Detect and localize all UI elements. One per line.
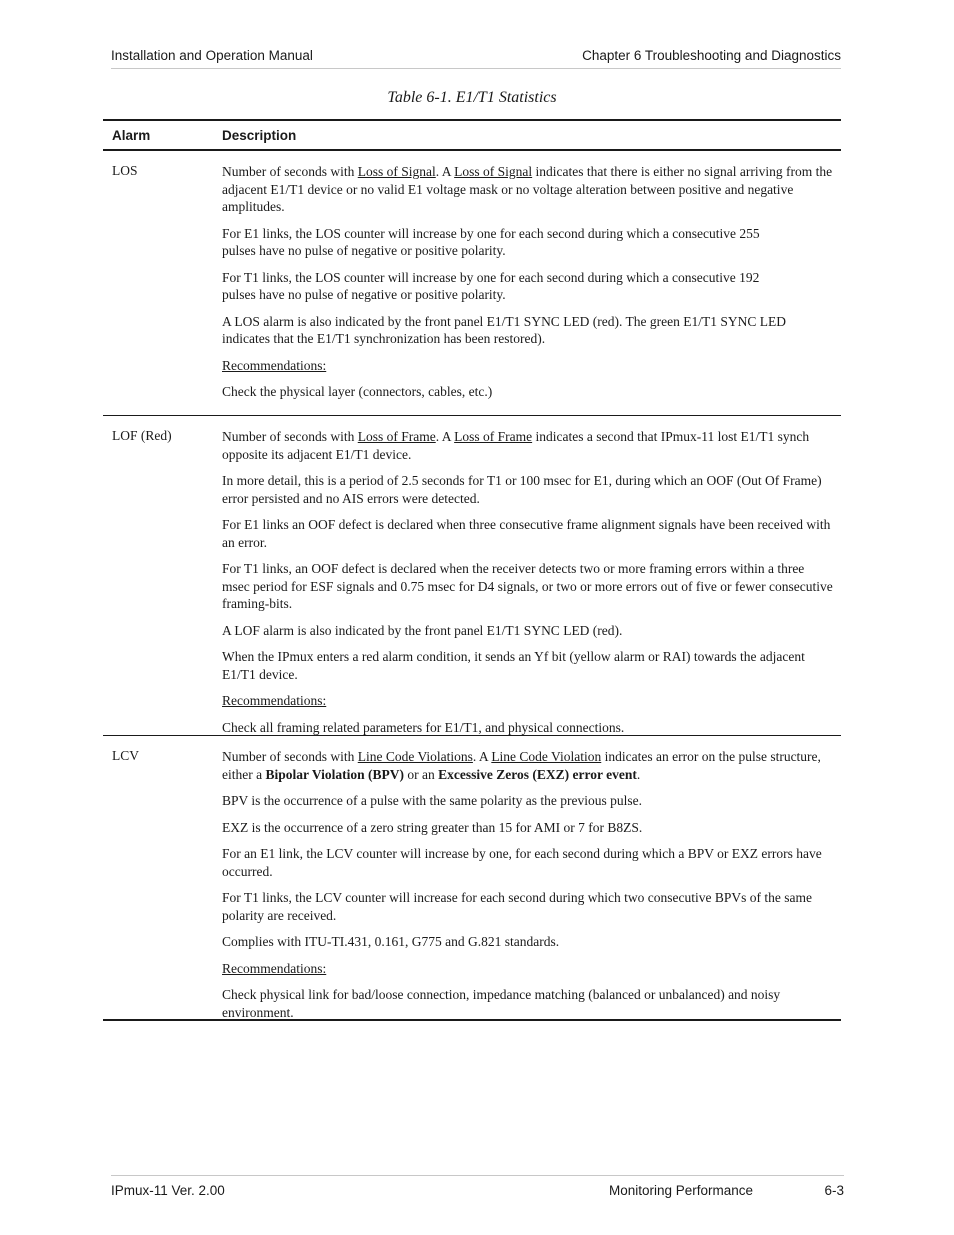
term-bipolar-violation: Bipolar Violation (BPV) <box>265 766 404 782</box>
recommendation-text: Check all framing related parameters for E1/T1, and physical connections. <box>222 719 625 735</box>
footer-page-number: 6-3 <box>824 1183 844 1198</box>
alarm-name: LOS <box>112 163 138 178</box>
footer-product-version: IPmux-11 Ver. 2.00 <box>111 1183 225 1198</box>
table-row-lof <box>103 416 841 736</box>
term-line-code-violations: Line Code Violations <box>357 749 473 764</box>
recommendations-label: Recommendations: <box>222 960 327 976</box>
recommendations-label: Recommendations: <box>222 693 327 708</box>
page-footer <box>111 1175 844 1200</box>
description-paragraph: Number of seconds with Line Code Violations. A Line Code Violation indicates an error on the pulse structure, either a Bipolar Violation (BPV) or an Excessive Zeros (EXZ) error event. <box>222 749 821 782</box>
description-paragraph: When the IPmux enters a red alarm condition, it sends an Yf bit (yellow alarm or RAI) towards the adjacent E1/T1 device. <box>222 649 805 682</box>
alarm-name: LOF (Red) <box>112 428 172 443</box>
term-loss-of-frame: Loss of Frame <box>454 429 533 444</box>
description-paragraph: In more detail, this is a period of 2.5 seconds for T1 or 100 msec for E1, during which an OOF (Out Of Frame) error persisted and no AIS errors were detected. <box>222 473 822 506</box>
alarm-description <box>222 416 841 744</box>
table-row-los <box>103 151 841 416</box>
column-header-alarm: Alarm <box>112 128 151 143</box>
alarm-description <box>222 736 841 1029</box>
header-chapter-title: Chapter 6 Troubleshooting and Diagnostics <box>582 48 841 63</box>
alarm-description <box>222 151 841 409</box>
term-loss-of-signal: Loss of Signal <box>454 164 533 179</box>
recommendation-text: Check the physical layer (connectors, cables, etc.) <box>222 384 493 399</box>
table-caption: Table 6-1. E1/T1 Statistics <box>387 89 557 106</box>
description-paragraph: For T1 links, an OOF defect is declared when the receiver detects two or more framing errors within a three msec period for ESF signals and 0.75 msec for D4 signals, or two or more errors out of five or fewer consecutive framing-bits. <box>222 561 833 611</box>
footer-section-title: Monitoring Performance <box>609 1183 754 1198</box>
header-manual-title: Installation and Operation Manual <box>111 48 313 63</box>
description-paragraph: A LOS alarm is also indicated by the front panel E1/T1 SYNC LED (red). The green E1/T1 SYNC LED indicates that the E1/T1 synchronization has been restored). <box>222 313 787 346</box>
description-paragraph: BPV is the occurrence of a pulse with the same polarity as the previous pulse. <box>222 793 643 808</box>
column-header-description: Description <box>222 128 297 143</box>
term-loss-of-frame: Loss of Frame <box>357 429 436 444</box>
description-paragraph: For T1 links, the LOS counter will increase by one for each second during which a consecutive 192 pulses have no pulse of negative or positive polarity. <box>222 269 760 302</box>
description-paragraph: EXZ is the occurrence of a zero string greater than 15 for AMI or 7 for B8ZS. <box>222 819 643 835</box>
recommendations-label: Recommendations: <box>222 357 327 373</box>
description-paragraph: Complies with ITU-TI.431, 0.161, G775 and G.821 standards. <box>222 934 560 949</box>
alarm-name: LCV <box>112 748 139 763</box>
term-loss-of-signal: Loss of Signal <box>357 164 436 179</box>
description-paragraph: Number of seconds with Loss of Frame. A Loss of Frame indicates a second that IPmux-11 lost E1/T1 synch opposite its adjacent E1/T1 device. <box>222 429 810 462</box>
term-excessive-zeros: Excessive Zeros (EXZ) error event <box>438 766 637 782</box>
description-paragraph: Number of seconds with Loss of Signal. A Loss of Signal indicates that there is either no signal arriving from the adjacent E1/T1 device or no valid E1 voltage mask or no voltage alteration between positive and negative amplitudes. <box>222 164 833 214</box>
description-paragraph: For T1 links, the LCV counter will increase for each second during which two consecutive BPVs of the same polarity are received. <box>222 890 812 923</box>
description-paragraph: For an E1 link, the LCV counter will increase by one, for each second during which a BPV or EXZ errors have occurred. <box>222 846 822 879</box>
description-paragraph: For E1 links, the LOS counter will increase by one for each second during which a consecutive 255 pulses have no pulse of negative or positive polarity. <box>222 225 760 258</box>
recommendation-text: Check physical link for bad/loose connection, impedance matching (balanced or unbalanced) and noisy environment. <box>222 987 781 1020</box>
term-line-code-violation: Line Code Violation <box>491 749 602 764</box>
table-row-lcv <box>103 736 841 1021</box>
table-header-row <box>103 119 841 151</box>
page-header <box>111 48 841 69</box>
statistics-table <box>103 119 841 1021</box>
description-paragraph: A LOF alarm is also indicated by the front panel E1/T1 SYNC LED (red). <box>222 622 623 638</box>
description-paragraph: For E1 links an OOF defect is declared when three consecutive frame alignment signals have been received with an error. <box>222 517 831 550</box>
